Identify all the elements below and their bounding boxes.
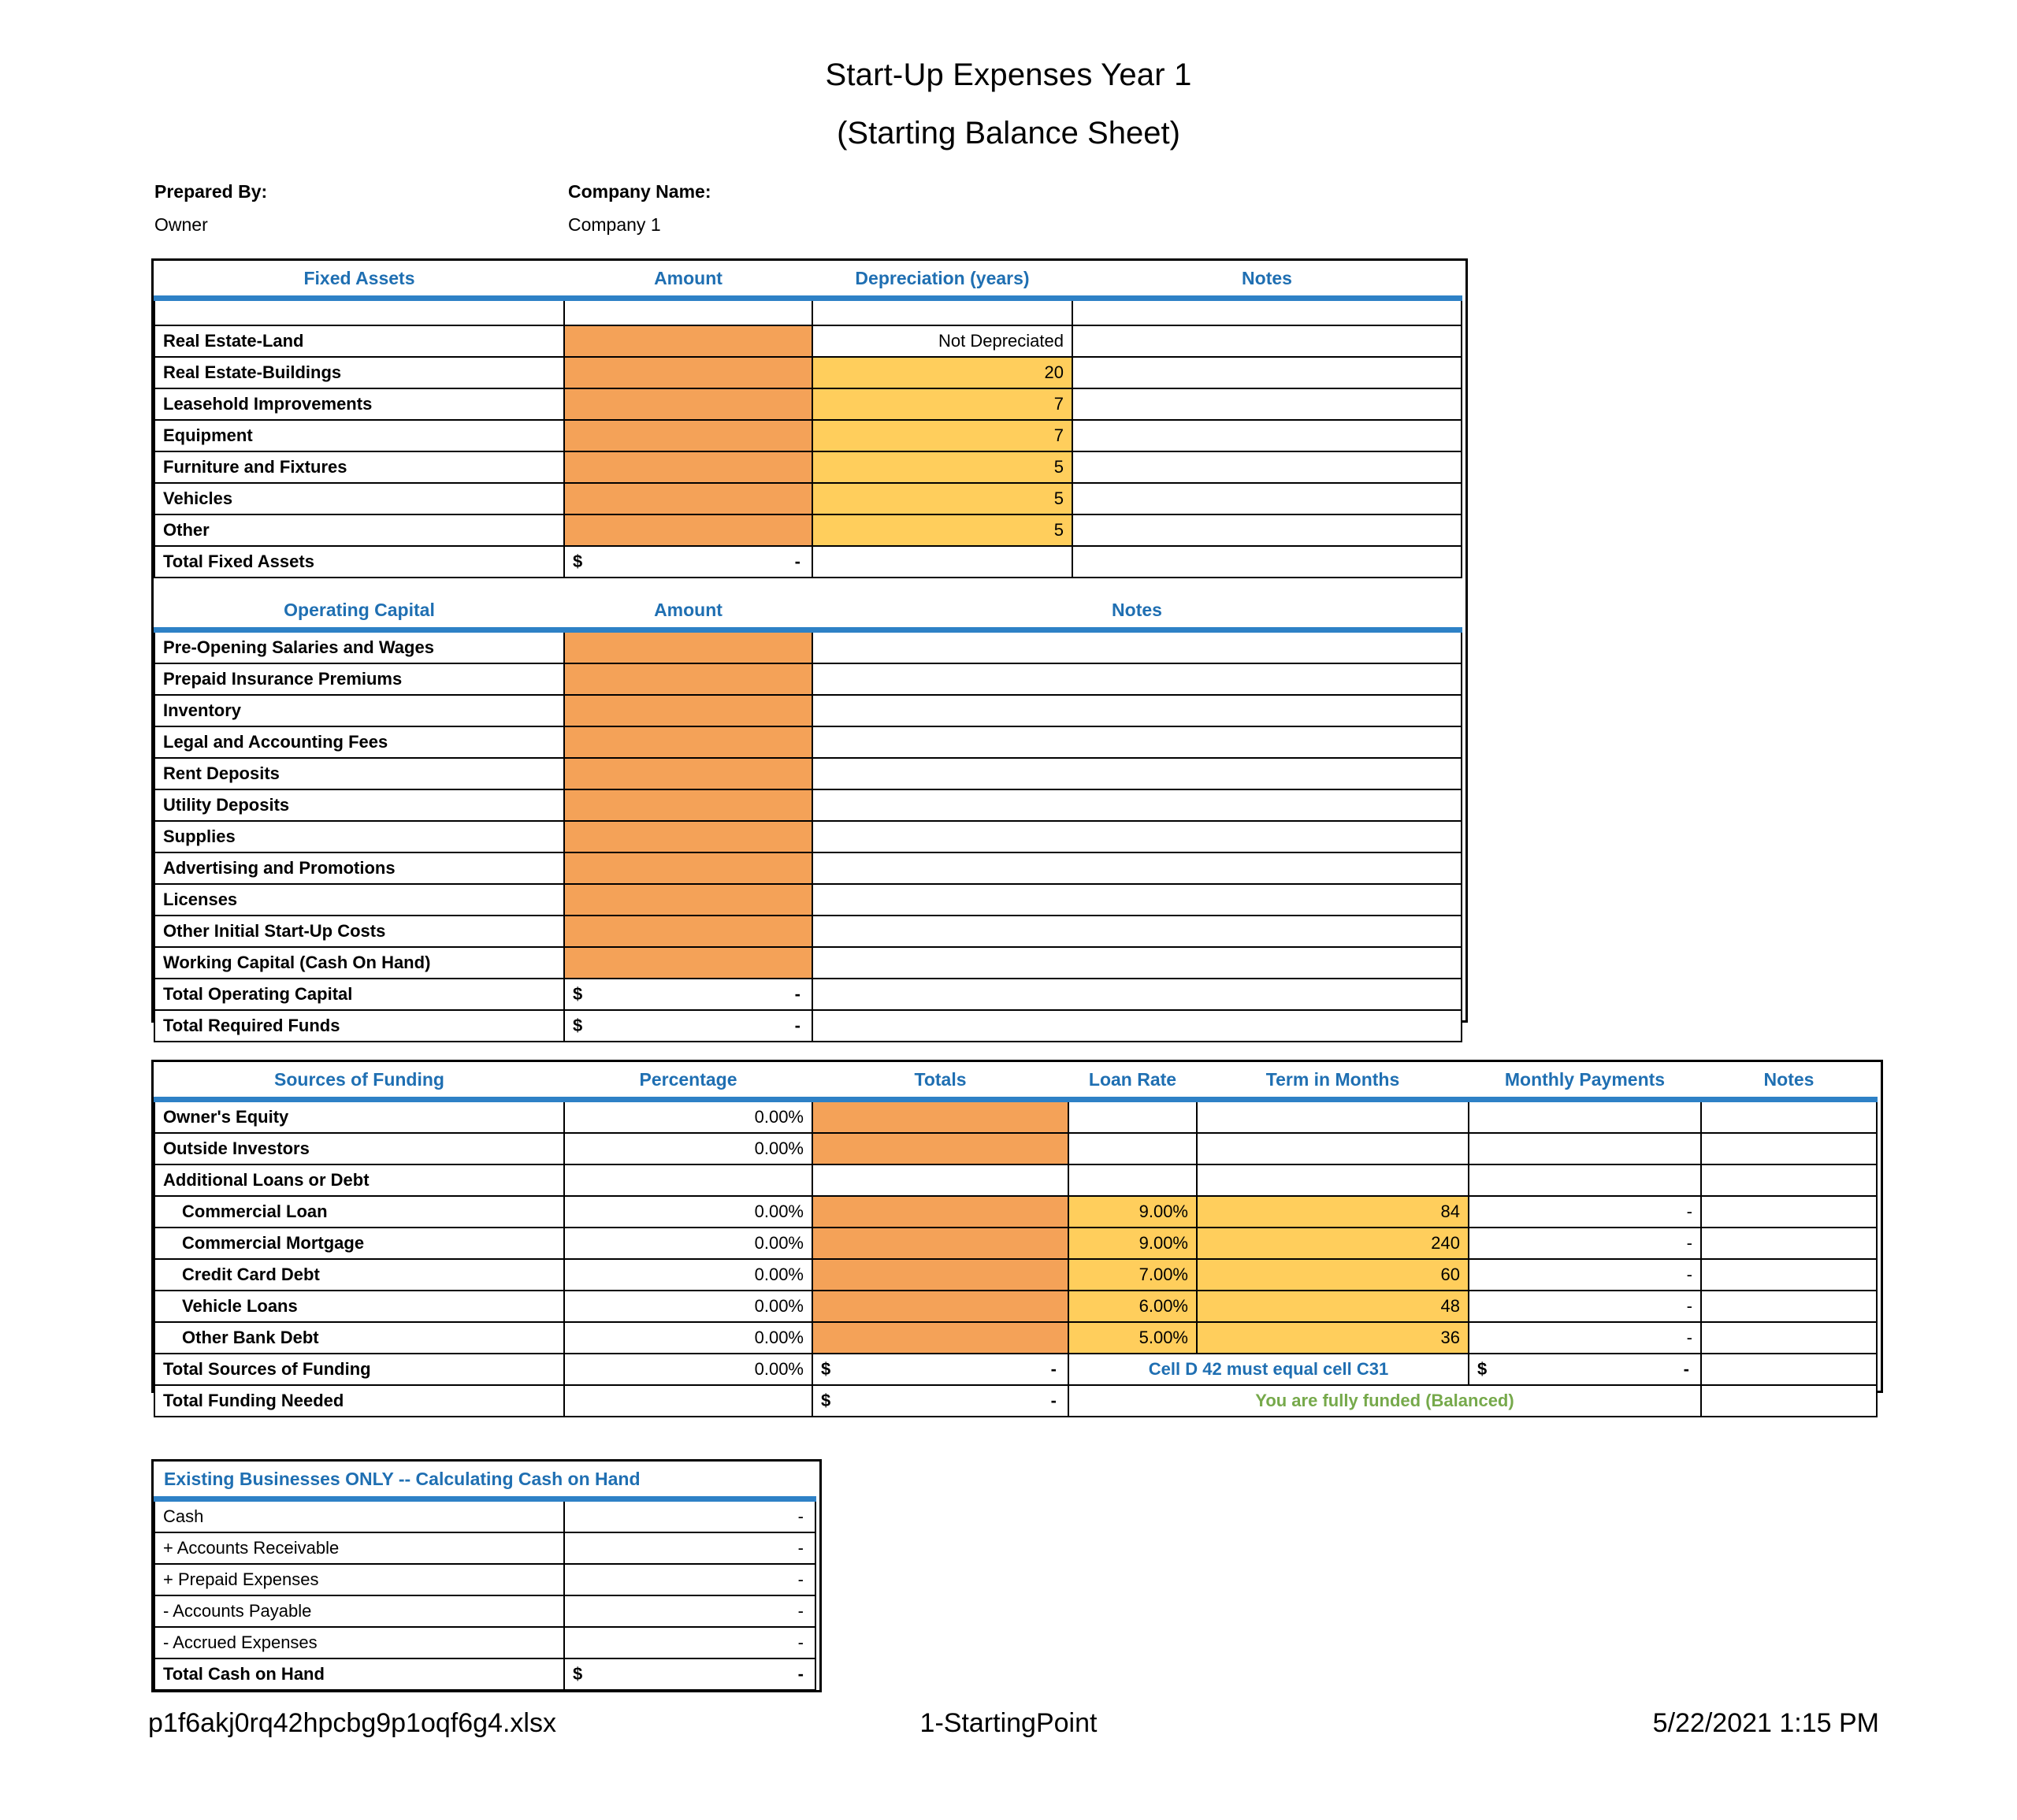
notes-cell[interactable] bbox=[1701, 1385, 1877, 1417]
notes-cell[interactable] bbox=[812, 916, 1462, 947]
amount-input-cell[interactable] bbox=[564, 357, 812, 388]
column-header-percentage: Percentage bbox=[564, 1062, 812, 1100]
amount-input-cell[interactable] bbox=[564, 852, 812, 884]
page-title: Start-Up Expenses Year 1 bbox=[825, 58, 1192, 92]
totals-input-cell[interactable] bbox=[812, 1322, 1068, 1354]
term-months-cell bbox=[1197, 1164, 1469, 1196]
company-name-label: Company Name: bbox=[568, 181, 711, 202]
row-label: + Accounts Receivable bbox=[154, 1532, 564, 1564]
total-cash-on-hand-row bbox=[154, 1658, 815, 1690]
table-row bbox=[154, 325, 1462, 357]
monthly-payment-cell bbox=[1469, 1164, 1701, 1196]
total-sources-of-funding-row bbox=[154, 1354, 1877, 1385]
column-header-operating-capital: Operating Capital bbox=[154, 592, 564, 630]
column-header-totals: Totals bbox=[812, 1062, 1068, 1100]
monthly-payment-cell: - bbox=[1469, 1196, 1701, 1228]
row-label: Pre-Opening Salaries and Wages bbox=[154, 630, 564, 664]
total-funding-needed-value bbox=[812, 1385, 1068, 1417]
loan-rate-cell bbox=[1068, 1133, 1197, 1164]
monthly-payment-cell: - bbox=[1469, 1228, 1701, 1259]
row-label: Equipment bbox=[154, 420, 564, 451]
row-label: Legal and Accounting Fees bbox=[154, 726, 564, 758]
row-label: Real Estate-Buildings bbox=[154, 357, 564, 388]
monthly-payment-cell: - bbox=[1469, 1291, 1701, 1322]
total-required-funds-row bbox=[154, 1010, 1462, 1042]
spacer-cell bbox=[154, 299, 564, 326]
loan-rate-input-cell[interactable]: 9.00% bbox=[1068, 1228, 1197, 1259]
accounts-receivable-value[interactable] bbox=[564, 1532, 815, 1564]
percentage-cell: 0.00% bbox=[564, 1259, 812, 1291]
depreciation-input-cell[interactable]: 7 bbox=[812, 420, 1072, 451]
value-text: - bbox=[794, 552, 800, 571]
empty-cell bbox=[812, 546, 1072, 578]
value-text: - bbox=[1050, 1391, 1057, 1410]
monthly-payment-cell bbox=[1469, 1100, 1701, 1134]
amount-input-cell[interactable] bbox=[564, 325, 812, 357]
table-row bbox=[154, 1164, 1877, 1196]
row-label: Licenses bbox=[154, 884, 564, 916]
term-months-input-cell[interactable]: 36 bbox=[1197, 1322, 1469, 1354]
totals-input-cell[interactable] bbox=[812, 1228, 1068, 1259]
table-row bbox=[154, 630, 1462, 664]
percentage-cell bbox=[564, 1385, 812, 1417]
percentage-cell: 0.00% bbox=[564, 1291, 812, 1322]
row-label: Total Funding Needed bbox=[154, 1385, 564, 1417]
row-label: Outside Investors bbox=[154, 1133, 564, 1164]
notes-cell[interactable] bbox=[1701, 1164, 1877, 1196]
row-label: Other bbox=[154, 514, 564, 546]
amount-input-cell[interactable] bbox=[564, 388, 812, 420]
notes-cell[interactable] bbox=[812, 947, 1462, 979]
row-label: Real Estate-Land bbox=[154, 325, 564, 357]
total-fixed-assets-row bbox=[154, 546, 1462, 578]
column-header-monthly-payments: Monthly Payments bbox=[1469, 1062, 1701, 1100]
notes-cell[interactable] bbox=[1072, 514, 1462, 546]
currency-symbol: $ bbox=[573, 1664, 583, 1684]
depreciation-input-cell[interactable]: 5 bbox=[812, 451, 1072, 483]
row-label: Inventory bbox=[154, 695, 564, 726]
amount-input-cell[interactable] bbox=[564, 451, 812, 483]
column-header-notes: Notes bbox=[812, 592, 1462, 630]
table-row bbox=[154, 514, 1462, 546]
total-required-funds-value bbox=[564, 1010, 812, 1042]
total-sources-value bbox=[812, 1354, 1068, 1385]
row-label: Rent Deposits bbox=[154, 758, 564, 789]
column-header-depreciation: Depreciation (years) bbox=[812, 261, 1072, 299]
page-subtitle: (Starting Balance Sheet) bbox=[837, 116, 1180, 150]
currency-symbol: $ bbox=[573, 984, 583, 1004]
notes-cell[interactable] bbox=[1701, 1196, 1877, 1228]
company-name-value: Company 1 bbox=[568, 214, 661, 235]
notes-cell[interactable] bbox=[812, 852, 1462, 884]
funding-status-message: You are fully funded (Balanced) bbox=[1068, 1385, 1701, 1417]
depreciation-input-cell[interactable]: 7 bbox=[812, 388, 1072, 420]
monthly-payment-cell: - bbox=[1469, 1322, 1701, 1354]
footer-sheet-name: 1-StartingPoint bbox=[919, 1708, 1098, 1738]
notes-cell[interactable] bbox=[1072, 483, 1462, 514]
notes-cell[interactable] bbox=[812, 695, 1462, 726]
percentage-cell: 0.00% bbox=[564, 1196, 812, 1228]
value-text: - bbox=[797, 1664, 804, 1684]
value-text: - bbox=[797, 1601, 804, 1621]
monthly-payment-cell: - bbox=[1469, 1259, 1701, 1291]
total-operating-capital-row bbox=[154, 979, 1462, 1010]
total-operating-capital-value bbox=[564, 979, 812, 1010]
amount-input-cell[interactable] bbox=[564, 420, 812, 451]
notes-cell[interactable] bbox=[812, 821, 1462, 852]
value-text: - bbox=[797, 1538, 804, 1558]
sources-of-funding-header-row bbox=[154, 1062, 1877, 1100]
notes-cell[interactable] bbox=[1072, 388, 1462, 420]
table-row bbox=[154, 1133, 1877, 1164]
total-cash-on-hand-value bbox=[564, 1658, 815, 1690]
loan-rate-cell bbox=[1068, 1164, 1197, 1196]
row-label: - Accounts Payable bbox=[154, 1595, 564, 1627]
fixed-assets-table bbox=[154, 261, 1462, 602]
notes-cell[interactable] bbox=[812, 726, 1462, 758]
table-row bbox=[154, 789, 1462, 821]
depreciation-input-cell[interactable]: 5 bbox=[812, 483, 1072, 514]
footer-printed-timestamp: 5/22/2021 1:15 PM bbox=[1652, 1708, 1879, 1738]
depreciation-input-cell[interactable]: 20 bbox=[812, 357, 1072, 388]
notes-cell[interactable] bbox=[812, 630, 1462, 664]
notes-cell[interactable] bbox=[1072, 420, 1462, 451]
table-row bbox=[154, 1564, 815, 1595]
table-row bbox=[154, 916, 1462, 947]
document-meta bbox=[154, 175, 1179, 241]
row-label: Total Operating Capital bbox=[154, 979, 564, 1010]
spacer-cell bbox=[812, 299, 1072, 326]
cash-on-hand-header-row bbox=[154, 1462, 815, 1499]
column-header-amount: Amount bbox=[564, 261, 812, 299]
notes-cell[interactable] bbox=[1072, 451, 1462, 483]
amount-input-cell[interactable] bbox=[564, 630, 812, 664]
table-row bbox=[154, 695, 1462, 726]
value-text: - bbox=[794, 1016, 800, 1035]
amount-input-cell[interactable] bbox=[564, 884, 812, 916]
loan-rate-input-cell[interactable]: 5.00% bbox=[1068, 1322, 1197, 1354]
row-label: Total Sources of Funding bbox=[154, 1354, 564, 1385]
accrued-expenses-value[interactable] bbox=[564, 1627, 815, 1658]
table-row bbox=[154, 1196, 1877, 1228]
currency-symbol: $ bbox=[821, 1391, 831, 1410]
term-months-input-cell[interactable]: 60 bbox=[1197, 1259, 1469, 1291]
table-row bbox=[154, 420, 1462, 451]
row-label: Furniture and Fixtures bbox=[154, 451, 564, 483]
row-label: Vehicle Loans bbox=[154, 1291, 564, 1322]
percentage-cell: 0.00% bbox=[564, 1228, 812, 1259]
row-label: Total Fixed Assets bbox=[154, 546, 564, 578]
column-header-notes: Notes bbox=[1072, 261, 1462, 299]
term-months-input-cell[interactable]: 240 bbox=[1197, 1228, 1469, 1259]
total-monthly-payments-value bbox=[1469, 1354, 1701, 1385]
amount-input-cell[interactable] bbox=[564, 514, 812, 546]
table-row bbox=[154, 947, 1462, 979]
percentage-cell: 0.00% bbox=[564, 1354, 812, 1385]
amount-input-cell[interactable] bbox=[564, 821, 812, 852]
total-fixed-assets-value bbox=[564, 546, 812, 578]
depreciation-cell: Not Depreciated bbox=[812, 325, 1072, 357]
balance-warning-message: Cell D 42 must equal cell C31 bbox=[1068, 1354, 1469, 1385]
column-header-loan-rate: Loan Rate bbox=[1068, 1062, 1197, 1100]
table-row bbox=[154, 1499, 815, 1533]
row-label: Working Capital (Cash On Hand) bbox=[154, 947, 564, 979]
totals-input-cell[interactable] bbox=[812, 1196, 1068, 1228]
table-row bbox=[154, 758, 1462, 789]
percentage-cell: 0.00% bbox=[564, 1100, 812, 1134]
operating-capital-header-row bbox=[154, 592, 1462, 630]
accounts-payable-value[interactable] bbox=[564, 1595, 815, 1627]
row-label: Advertising and Promotions bbox=[154, 852, 564, 884]
table-row bbox=[154, 1259, 1877, 1291]
meta-value-row bbox=[154, 208, 1179, 241]
totals-input-cell[interactable] bbox=[812, 1259, 1068, 1291]
table-row bbox=[154, 483, 1462, 514]
row-label: Additional Loans or Debt bbox=[154, 1164, 564, 1196]
notes-cell[interactable] bbox=[1701, 1100, 1877, 1134]
value-text: - bbox=[797, 1506, 804, 1526]
totals-input-cell[interactable] bbox=[812, 1291, 1068, 1322]
loan-rate-input-cell[interactable]: 6.00% bbox=[1068, 1291, 1197, 1322]
row-label: Total Cash on Hand bbox=[154, 1658, 564, 1690]
empty-cell bbox=[1072, 546, 1462, 578]
row-label: Utility Deposits bbox=[154, 789, 564, 821]
value-text: - bbox=[794, 984, 800, 1004]
currency-symbol: $ bbox=[573, 1016, 583, 1035]
amount-input-cell[interactable] bbox=[564, 947, 812, 979]
table-row bbox=[154, 1595, 815, 1627]
monthly-payment-cell bbox=[1469, 1133, 1701, 1164]
amount-input-cell[interactable] bbox=[564, 789, 812, 821]
spacer-row bbox=[154, 299, 1462, 326]
table-row bbox=[154, 1291, 1877, 1322]
notes-cell[interactable] bbox=[1701, 1291, 1877, 1322]
table-row bbox=[154, 1100, 1877, 1134]
table-row bbox=[154, 663, 1462, 695]
loan-rate-input-cell[interactable]: 7.00% bbox=[1068, 1259, 1197, 1291]
currency-symbol: $ bbox=[1477, 1359, 1488, 1379]
table-row bbox=[154, 1627, 815, 1658]
notes-cell[interactable] bbox=[1701, 1259, 1877, 1291]
loan-rate-cell bbox=[1068, 1100, 1197, 1134]
notes-cell[interactable] bbox=[1701, 1354, 1877, 1385]
term-months-cell bbox=[1197, 1133, 1469, 1164]
percentage-cell: 0.00% bbox=[564, 1322, 812, 1354]
spacer-cell bbox=[1072, 299, 1462, 326]
column-header-notes: Notes bbox=[1701, 1062, 1877, 1100]
table-row bbox=[154, 821, 1462, 852]
spacer-cell bbox=[564, 299, 812, 326]
table-row bbox=[154, 726, 1462, 758]
totals-cell bbox=[812, 1164, 1068, 1196]
page-footer bbox=[0, 1708, 2017, 1755]
operating-capital-table bbox=[154, 592, 1462, 1042]
notes-cell[interactable] bbox=[812, 884, 1462, 916]
notes-cell[interactable] bbox=[1072, 325, 1462, 357]
row-label: Vehicles bbox=[154, 483, 564, 514]
row-label: Leasehold Improvements bbox=[154, 388, 564, 420]
amount-input-cell[interactable] bbox=[564, 726, 812, 758]
notes-cell[interactable] bbox=[812, 758, 1462, 789]
percentage-cell: 0.00% bbox=[564, 1133, 812, 1164]
footer-file-name: p1f6akj0rq42hpcbg9p1oqf6g4.xlsx bbox=[148, 1708, 556, 1738]
column-header-amount: Amount bbox=[564, 592, 812, 630]
amount-input-cell[interactable] bbox=[564, 695, 812, 726]
column-header-fixed-assets: Fixed Assets bbox=[154, 261, 564, 299]
cash-on-hand-table bbox=[154, 1462, 816, 1691]
notes-cell[interactable] bbox=[1072, 357, 1462, 388]
prepared-by-label: Prepared By: bbox=[154, 181, 268, 202]
empty-cell bbox=[812, 979, 1462, 1010]
value-text: - bbox=[1050, 1359, 1057, 1379]
amount-input-cell[interactable] bbox=[564, 663, 812, 695]
notes-cell[interactable] bbox=[1701, 1228, 1877, 1259]
sources-of-funding-table bbox=[154, 1062, 1878, 1417]
row-label: + Prepaid Expenses bbox=[154, 1564, 564, 1595]
table-row bbox=[154, 451, 1462, 483]
table-row bbox=[154, 1228, 1877, 1259]
empty-cell bbox=[812, 1010, 1462, 1042]
currency-symbol: $ bbox=[821, 1359, 831, 1379]
loan-rate-input-cell[interactable]: 9.00% bbox=[1068, 1196, 1197, 1228]
term-months-cell bbox=[1197, 1100, 1469, 1134]
notes-cell[interactable] bbox=[1701, 1322, 1877, 1354]
percentage-cell bbox=[564, 1164, 812, 1196]
column-header-sources-of-funding: Sources of Funding bbox=[154, 1062, 564, 1100]
row-label: Other Initial Start-Up Costs bbox=[154, 916, 564, 947]
table-row bbox=[154, 1532, 815, 1564]
amount-input-cell[interactable] bbox=[564, 483, 812, 514]
prepared-by-value: Owner bbox=[154, 214, 208, 235]
row-label: Cash bbox=[154, 1499, 564, 1533]
row-label: Total Required Funds bbox=[154, 1010, 564, 1042]
table-row bbox=[154, 884, 1462, 916]
value-text: - bbox=[1683, 1359, 1689, 1379]
section-header-cash-on-hand: Existing Businesses ONLY -- Calculating Cash on Hand bbox=[154, 1462, 815, 1499]
table-row bbox=[154, 388, 1462, 420]
value-text: - bbox=[797, 1632, 804, 1652]
amount-input-cell[interactable] bbox=[564, 916, 812, 947]
cash-value[interactable] bbox=[564, 1499, 815, 1533]
notes-cell[interactable] bbox=[1701, 1133, 1877, 1164]
row-label: - Accrued Expenses bbox=[154, 1627, 564, 1658]
term-months-input-cell[interactable]: 48 bbox=[1197, 1291, 1469, 1322]
term-months-input-cell[interactable]: 84 bbox=[1197, 1196, 1469, 1228]
table-row bbox=[154, 1322, 1877, 1354]
totals-input-cell[interactable] bbox=[812, 1133, 1068, 1164]
table-row bbox=[154, 852, 1462, 884]
document-title-block bbox=[0, 55, 2017, 153]
meta-label-row bbox=[154, 175, 1179, 208]
row-label: Owner's Equity bbox=[154, 1100, 564, 1134]
row-label: Credit Card Debt bbox=[154, 1259, 564, 1291]
depreciation-input-cell[interactable]: 5 bbox=[812, 514, 1072, 546]
column-header-term-in-months: Term in Months bbox=[1197, 1062, 1469, 1100]
amount-input-cell[interactable] bbox=[564, 758, 812, 789]
row-label: Prepaid Insurance Premiums bbox=[154, 663, 564, 695]
row-label: Commercial Mortgage bbox=[154, 1228, 564, 1259]
table-row bbox=[154, 357, 1462, 388]
row-label: Other Bank Debt bbox=[154, 1322, 564, 1354]
notes-cell[interactable] bbox=[812, 789, 1462, 821]
row-label: Commercial Loan bbox=[154, 1196, 564, 1228]
currency-symbol: $ bbox=[573, 552, 583, 571]
notes-cell[interactable] bbox=[812, 663, 1462, 695]
row-label: Supplies bbox=[154, 821, 564, 852]
totals-input-cell[interactable] bbox=[812, 1100, 1068, 1134]
fixed-assets-header-row bbox=[154, 261, 1462, 299]
value-text: - bbox=[797, 1569, 804, 1589]
total-funding-needed-row bbox=[154, 1385, 1877, 1417]
prepaid-expenses-value[interactable] bbox=[564, 1564, 815, 1595]
